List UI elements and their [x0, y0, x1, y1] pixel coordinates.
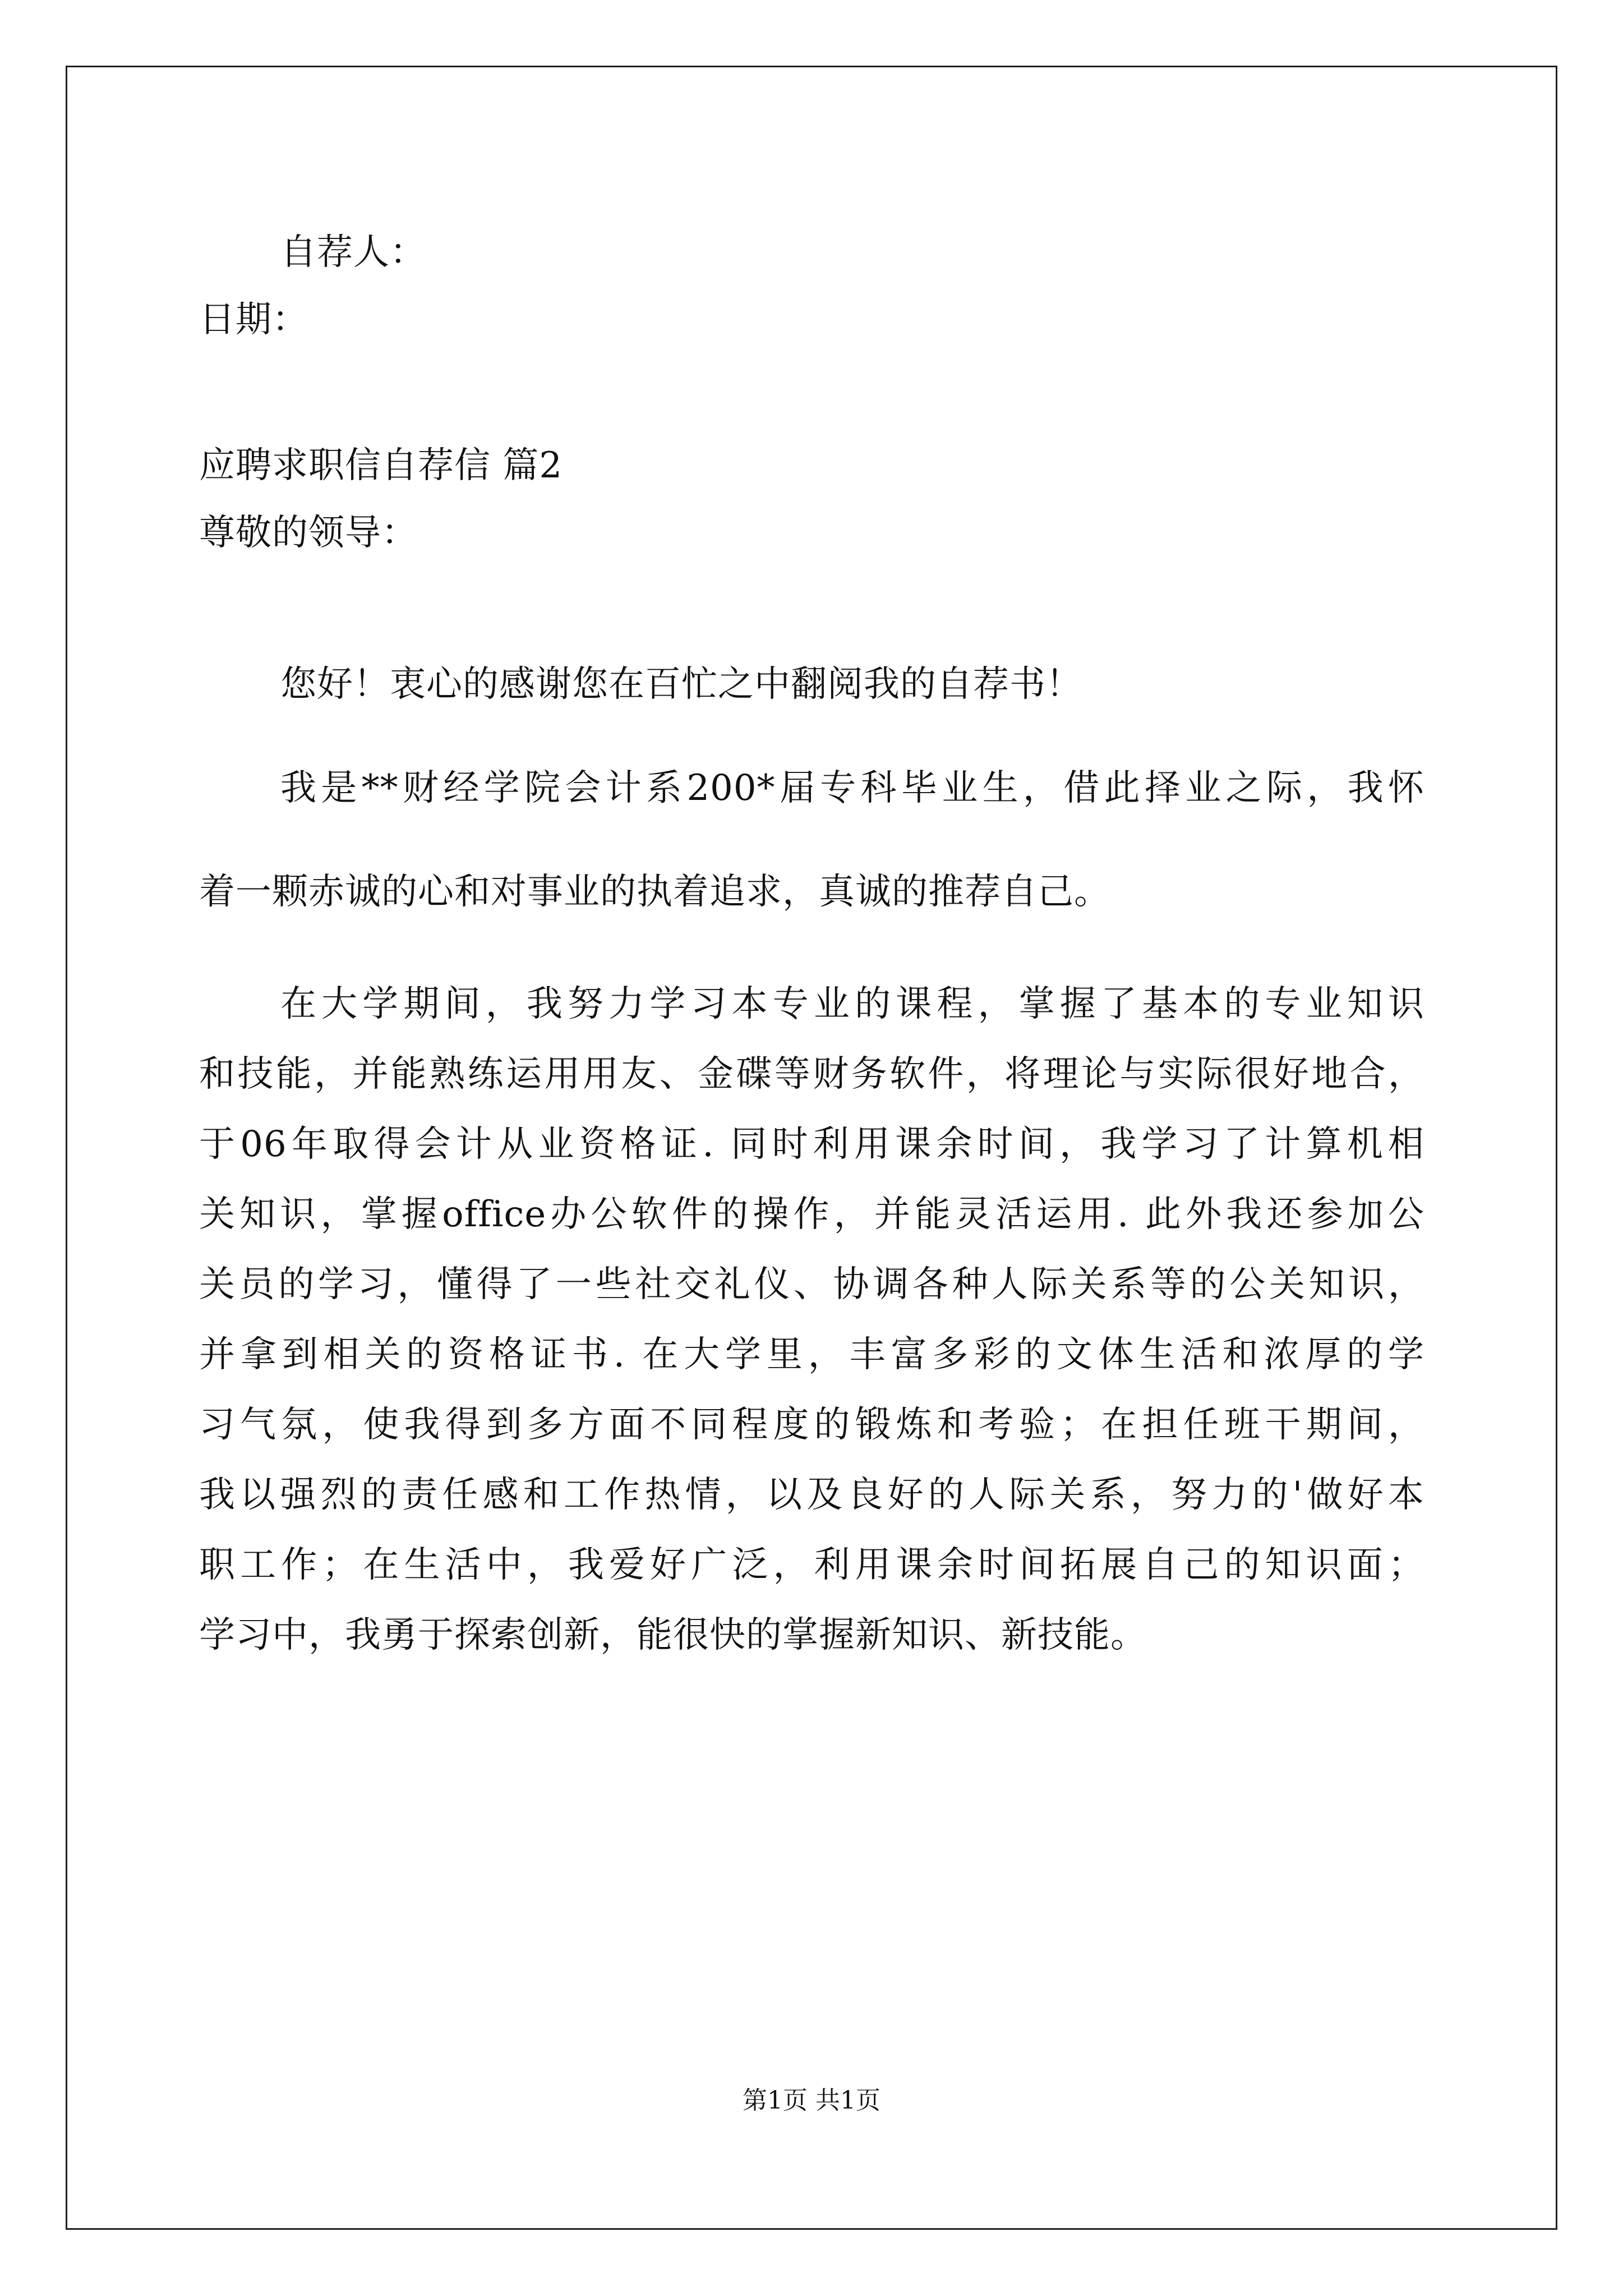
page-footer: 第1页 共1页: [743, 2086, 880, 2115]
paragraph-line: 关知识，掌握office办公软件的操作，并能灵活运用. 此外我还参加公: [199, 1194, 1424, 1235]
paragraph-line: 关员的学习，懂得了一些社交礼仪、协调各种人际关系等的公关知识，: [199, 1264, 1424, 1305]
paragraph-line: 职工作；在生活中，我爱好广泛，利用课余时间拓展自己的知识面；: [199, 1544, 1424, 1586]
signature-line: 自荐人：: [280, 232, 426, 273]
section-title: 应聘求职信自荐信 篇2: [199, 445, 563, 486]
paragraph-line: 着一颗赤诚的心和对事业的执着追求，真诚的推荐自己。: [199, 871, 1110, 913]
paragraph-line: 习气氛，使我得到多方面不同程度的锻炼和考验；在担任班干期间，: [199, 1404, 1424, 1446]
salutation: 尊敬的领导：: [199, 512, 418, 554]
paragraph-line: 我是**财经学院会计系200*届专科毕业生，借此择业之际，我怀: [280, 767, 1424, 809]
greeting-line: 您好！衷心的感谢您在百忙之中翻阅我的自荐书！: [280, 664, 1082, 705]
paragraph-line: 在大学期间，我努力学习本专业的课程，掌握了基本的专业知识: [280, 983, 1424, 1025]
paragraph-line: 并拿到相关的资格证书. 在大学里，丰富多彩的文体生活和浓厚的学: [199, 1334, 1424, 1375]
paragraph-line: 和技能，并能熟练运用用友、金碟等财务软件，将理论与实际很好地合，: [199, 1053, 1424, 1095]
paragraph-line: 我以强烈的责任感和工作热情，以及良好的人际关系，努力的'做好本: [199, 1474, 1424, 1516]
date-line: 日期：: [199, 299, 308, 341]
paragraph-line: 于06年取得会计从业资格证. 同时利用课余时间，我学习了计算机相: [199, 1124, 1424, 1165]
paragraph-line: 学习中，我勇于探索创新，能很快的掌握新知识、新技能。: [199, 1614, 1147, 1656]
